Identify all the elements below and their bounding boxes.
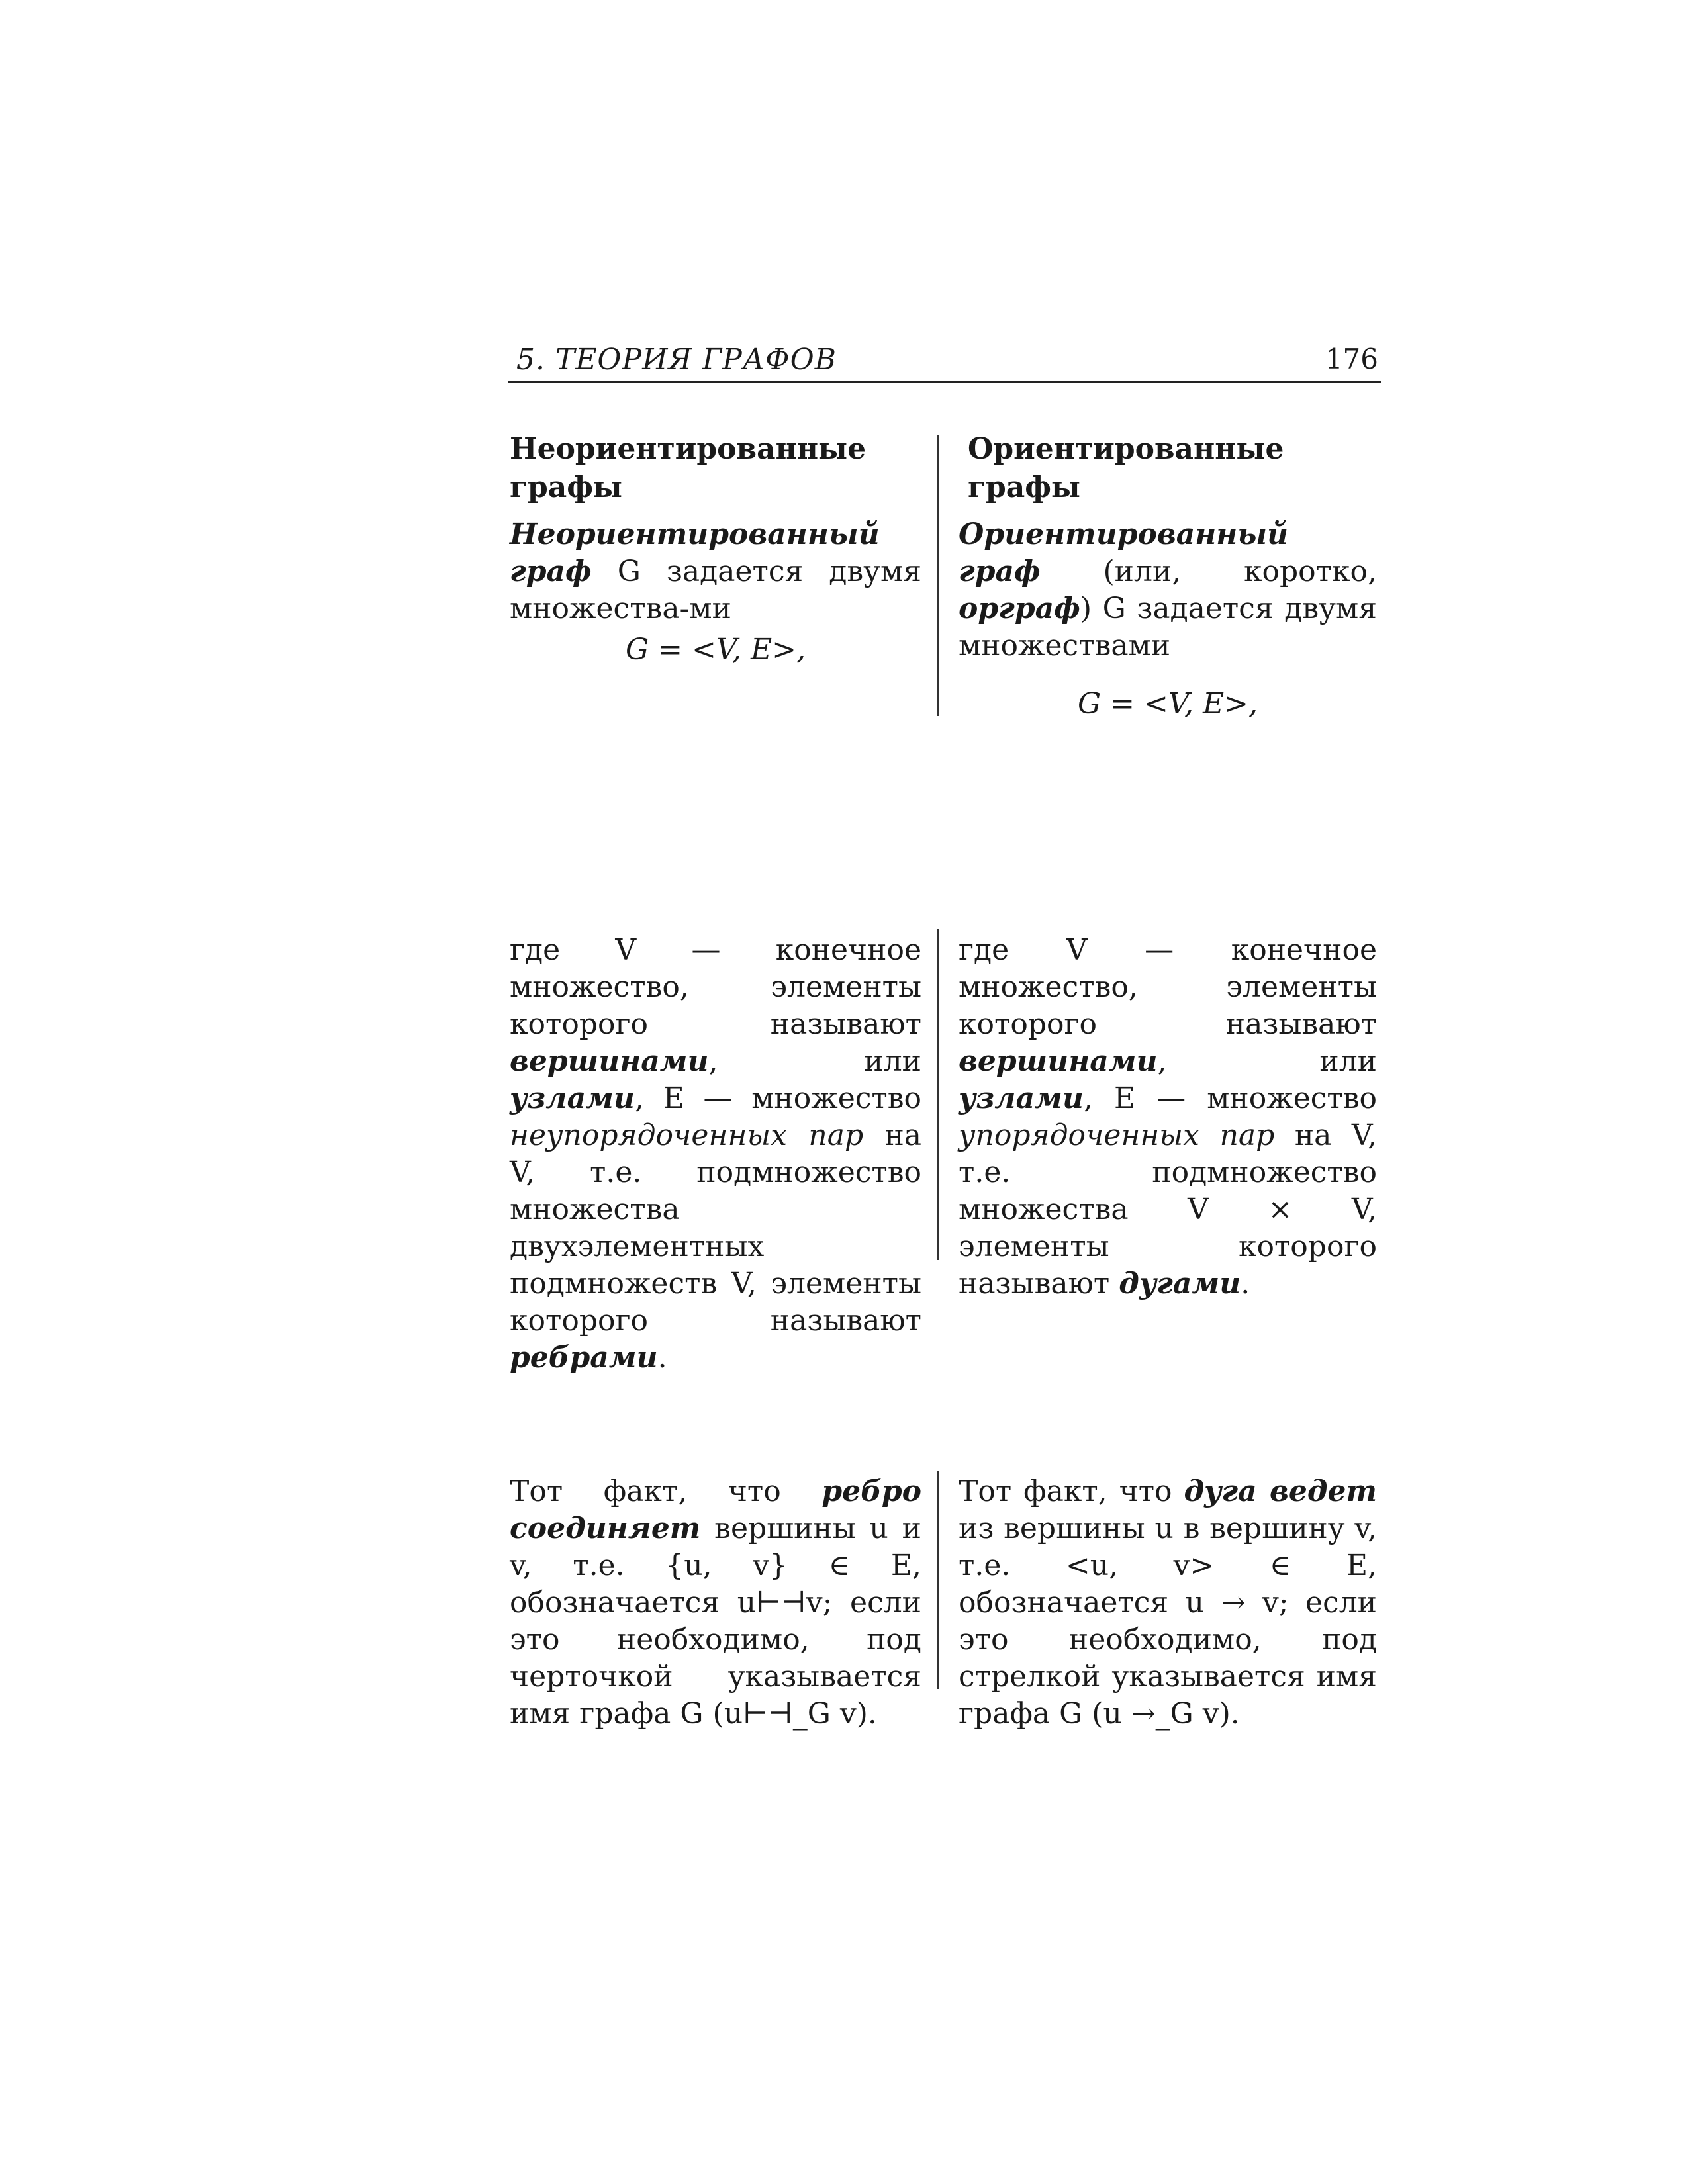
section3-left — [510, 1473, 921, 1733]
left-definition-text: G задается двумя множества-ми — [510, 555, 921, 625]
s3-left-text-2: вершины u и v, т.е. {u, v} ∈ E, обозначается u⊢⊣v; если это необходимо, под черточкой указывается имя графа G (u⊢⊣_G v). — [510, 1512, 921, 1731]
s2-left-italic-1: неупорядоченных пар — [510, 1118, 864, 1152]
right-definition-pre: (или, коротко, — [1103, 555, 1377, 588]
page-number: 176 — [1325, 343, 1378, 375]
left-column-title: Неориентированные графы — [510, 432, 867, 504]
right-term: Ориентированный граф — [959, 518, 1289, 588]
chapter-title: 5. ТЕОРИЯ ГРАФОВ — [516, 343, 837, 377]
s2-left-text-4: на V, т.е. подмножество множества двухэлементных подмножеств V, элементы которого называют — [510, 1118, 921, 1338]
s2-right-text-5: . — [1241, 1267, 1250, 1300]
s2-left-text-3: , E — множество — [634, 1081, 921, 1115]
s2-left-text-1: где V — конечное множество, элементы которого называют — [510, 933, 921, 1041]
section3-right — [959, 1473, 1377, 1733]
s2-left-text-2: , или — [708, 1044, 921, 1078]
s2-right-bold-2: узлами — [959, 1081, 1084, 1115]
s2-left-text-5: . — [657, 1341, 667, 1375]
s3-right-text-2: из вершины u в вершину v, т.е. <u, v> ∈ E, обозначается u → v; если это необходимо, под стрелкой указывается имя графа G (u →_G v). — [959, 1512, 1377, 1731]
section1-left — [510, 430, 921, 668]
left-formula: G = <V, E>, — [626, 633, 806, 666]
right-column-title: Ориентированные графы — [968, 432, 1284, 504]
s2-right-italic-1: упорядоченных пар — [959, 1118, 1275, 1152]
right-definition — [959, 516, 1377, 664]
s2-right-text-2: , или — [1157, 1044, 1377, 1078]
column-divider-2 — [937, 929, 939, 1260]
section2-left — [510, 932, 921, 1377]
section1-right — [959, 430, 1377, 723]
header-rule — [508, 381, 1381, 383]
s2-right-text-4: на V, т.е. подмножество множества V × V, элементы которого называют — [959, 1118, 1377, 1300]
right-term-short: орграф — [959, 592, 1080, 625]
s2-right-bold-3: дугами — [1119, 1267, 1241, 1300]
s3-left-bold-1: ребро соединяет — [510, 1475, 921, 1545]
s2-right-bold-1: вершинами — [959, 1044, 1158, 1078]
right-definition-post: ) G задается двумя множествами — [959, 592, 1377, 662]
s3-right-text-1: Тот факт, что — [959, 1475, 1184, 1508]
s2-right-text-1: где V — конечное множество, элементы которого называют — [959, 933, 1377, 1041]
column-divider-3 — [937, 1471, 939, 1689]
section2-right — [959, 932, 1377, 1302]
s3-left-text-1: Тот факт, что — [510, 1475, 822, 1508]
s2-left-bold-3: ребрами — [510, 1341, 658, 1375]
s3-right-bold-1: дуга ведет — [1184, 1475, 1378, 1508]
s2-right-text-3: , E — множество — [1083, 1081, 1377, 1115]
s2-left-bold-1: вершинами — [510, 1044, 709, 1078]
left-definition — [510, 516, 921, 627]
column-divider-1 — [937, 435, 939, 716]
right-formula: G = <V, E>, — [1078, 687, 1258, 721]
s2-left-bold-2: узлами — [510, 1081, 635, 1115]
left-term: Неориентированный граф — [510, 518, 880, 588]
